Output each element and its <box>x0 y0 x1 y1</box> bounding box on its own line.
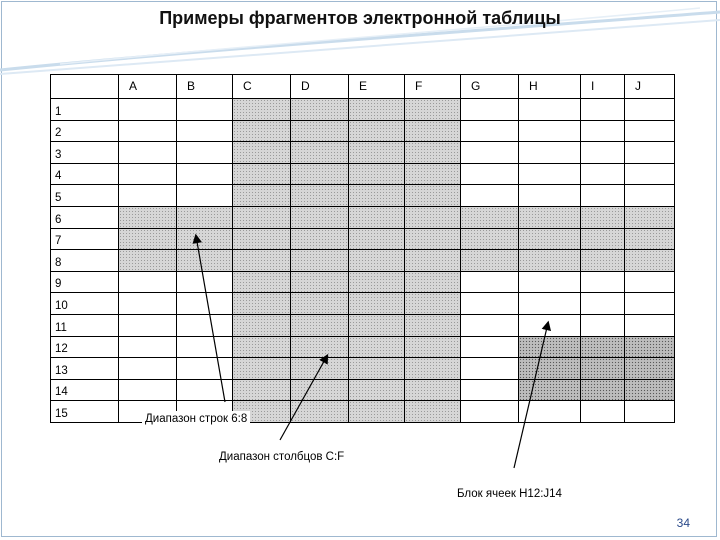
arrow-block <box>514 323 548 468</box>
row-header-9[interactable]: 9 <box>51 272 119 294</box>
row-header-11[interactable]: 11 <box>51 315 119 337</box>
column-header-h[interactable]: H <box>519 75 581 99</box>
row-header-2[interactable]: 2 <box>51 121 119 143</box>
row-header-1[interactable]: 1 <box>51 99 119 121</box>
column-header-f[interactable]: F <box>405 75 461 99</box>
callout-rows-range: Диапазон строк 6:8 <box>142 411 250 427</box>
page-number: 34 <box>676 516 690 530</box>
row-header-10[interactable]: 10 <box>51 293 119 315</box>
row-header-4[interactable]: 4 <box>51 164 119 186</box>
row-header-13[interactable]: 13 <box>51 358 119 380</box>
column-header-b[interactable]: B <box>177 75 233 99</box>
row-header-3[interactable]: 3 <box>51 142 119 164</box>
column-header-c[interactable]: C <box>233 75 291 99</box>
column-header-d[interactable]: D <box>291 75 349 99</box>
slide-title: Примеры фрагментов электронной таблицы <box>159 8 561 28</box>
callout-block: Блок ячеек H12:J14 <box>454 486 565 502</box>
column-header-e[interactable]: E <box>349 75 405 99</box>
row-header-14[interactable]: 14 <box>51 380 119 402</box>
column-header-a[interactable]: A <box>119 75 177 99</box>
row-header-15[interactable]: 15 <box>51 401 119 423</box>
arrow-rows-range <box>196 236 225 402</box>
arrow-cols-range <box>280 356 327 440</box>
row-header-5[interactable]: 5 <box>51 185 119 207</box>
column-header-g[interactable]: G <box>461 75 519 99</box>
callout-cols-range: Диапазон столбцов C:F <box>216 449 347 465</box>
column-header-j[interactable]: J <box>625 75 675 99</box>
row-header-8[interactable]: 8 <box>51 250 119 272</box>
row-header-7[interactable]: 7 <box>51 229 119 251</box>
column-header-i[interactable]: I <box>581 75 625 99</box>
row-header-6[interactable]: 6 <box>51 207 119 229</box>
row-header-12[interactable]: 12 <box>51 337 119 359</box>
